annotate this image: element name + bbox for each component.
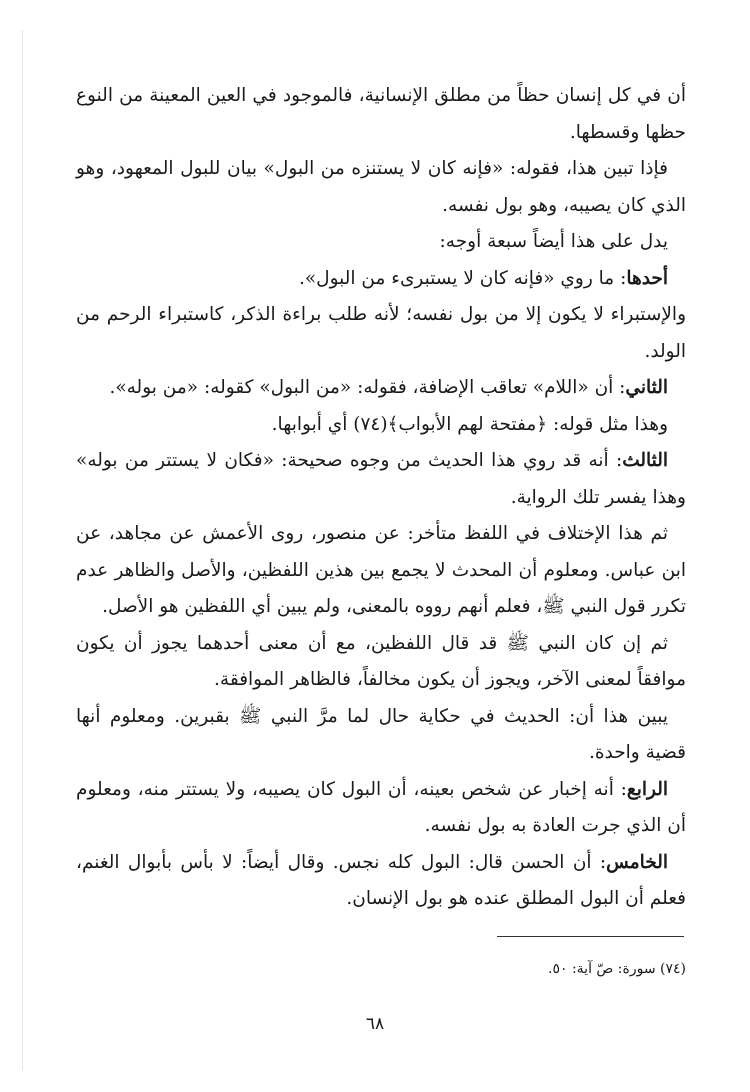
page-number: ٦٨: [365, 1014, 385, 1034]
paragraph-2: [76, 151, 686, 224]
section-term-second: الثاني: [625, 377, 668, 398]
footnote: (٧٤) سورة: صّ آية: ٥٠.: [548, 961, 686, 977]
section-term-third: الثالث: [622, 450, 668, 471]
paragraph-11: [76, 699, 686, 772]
paragraph-3: [76, 224, 686, 261]
paragraph-10: [76, 626, 686, 699]
section-term-fifth: الخامس: [606, 851, 668, 873]
paragraph-text: ثم هذا الإختلاف في اللفظ متأخر: عن منصور، روى الأعمش عن مجاهد، عن ابن عباس. ومعلوم أن المحدث لا يجمع بين هذين اللفظين، والأصل والظاهر عدم تكرر قول النبي ﷺ، فعلم أنهم رووه بالمعنى، ولم يبين أي اللفظين هو الأصل.: [76, 523, 686, 617]
paragraph-8: [76, 443, 686, 516]
paragraph-text: : أن الحسن قال: البول كله نجس. وقال أيضاً: لا بأس بأبوال الغنم، فعلم أن البول المطلق عنده هو بول الإنسان.: [76, 851, 686, 909]
paragraph-text: : أن «اللام» تعاقب الإضافة، فقوله: «من البول» كقوله: «من بوله».: [109, 377, 626, 398]
binding-gutter-line: [22, 30, 23, 1070]
paragraph-text: يدل على هذا أيضاً سبعة أوجه:: [439, 231, 668, 252]
paragraph-6: [76, 370, 686, 407]
paragraph-text: أن في كل إنسان حظاً من مطلق الإنسانية، فالموجود في العين المعينة من النوع حظها وقسطها.: [76, 85, 686, 143]
paragraph-text: ثم إن كان النبي ﷺ قد قال اللفظين، مع أن معنى أحدهما يجوز أن يكون موافقاً لمعنى الآخر، ويجوز أن يكون مخالفاً، فالظاهر الموافقة.: [76, 632, 686, 690]
paragraph-text: : أنه إخبار عن شخص بعينه، أن البول كان يصيبه، ولا يستتر منه، ومعلوم أن الذي جرت العادة به بول نفسه.: [76, 778, 686, 836]
main-text: [76, 78, 686, 918]
paragraph-13: [76, 845, 686, 918]
section-term-fourth: الرابع: [626, 778, 668, 800]
paragraph-12: [76, 772, 686, 845]
paragraph-9: [76, 516, 686, 626]
section-term-first: أحدها: [626, 267, 668, 289]
paragraph-text: والإستبراء لا يكون إلا من بول نفسه؛ لأنه طلب براءة الذكر، كاستبراء الرحم من الولد.: [76, 304, 687, 362]
paragraph-7: [76, 407, 686, 444]
paragraph-text: فإذا تبين هذا، فقوله: «فإنه كان لا يستنزه من البول» بيان للبول المعهود، وهو الذي كان يصيبه، وهو بول نفسه.: [76, 158, 686, 216]
footnote-divider: [497, 936, 684, 937]
paragraph-text: وهذا مثل قوله: ﴿مفتحة لهم الأبواب﴾(٧٤) أي أبوابها.: [271, 413, 668, 435]
paragraph-text: : ما روي «فإنه كان لا يستبرىء من البول».: [298, 267, 627, 289]
paragraph-text: يبين هذا أن: الحديث في حكاية حال لما مرَّ النبي ﷺ بقبرين. ومعلوم أنها قضية واحدة.: [76, 705, 686, 763]
paragraph-5: [76, 297, 686, 370]
paragraph-4: [76, 261, 686, 298]
paragraph-1: [76, 78, 686, 151]
paragraph-text: : أنه قد روي هذا الحديث من وجوه صحيحة: «فكان لا يستتر من بوله» وهذا يفسر تلك الرواية.: [76, 450, 686, 508]
